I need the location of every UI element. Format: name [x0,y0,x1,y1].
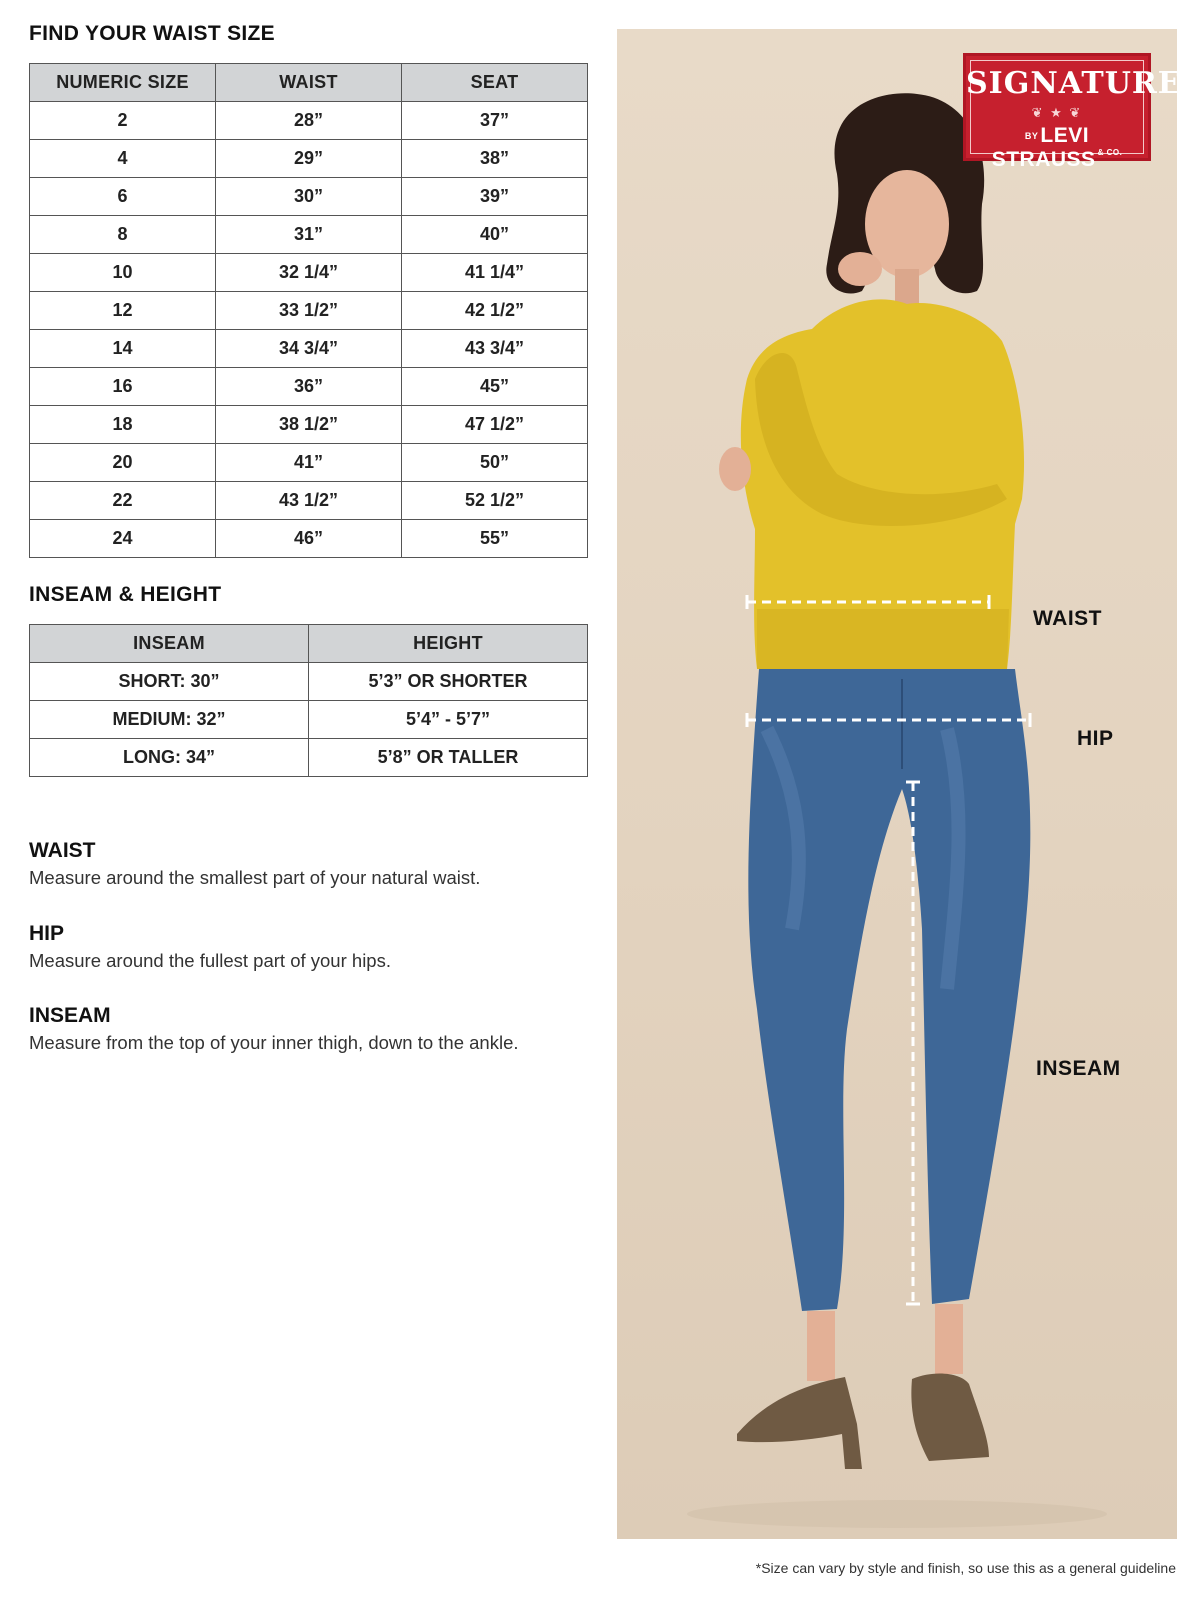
hip-guide [29,922,589,972]
table-cell: 32 1/4” [216,254,402,292]
logo-by-text: BY [1024,131,1039,142]
table-row [30,663,588,701]
table-header-row [30,64,588,102]
table-cell: 38 1/2” [216,406,402,444]
waist-guide-text: Measure around the smallest part of your natural waist. [29,867,481,888]
table-row [30,254,588,292]
waist-size-title: FIND YOUR WAIST SIZE [29,22,275,45]
inseam-height-title: INSEAM & HEIGHT [29,583,222,606]
logo-signature-text: SIGNATURE [966,66,1182,101]
model-photo [617,29,1182,1539]
table-cell: 2 [30,102,216,140]
waist-guide-title: WAIST [29,839,96,862]
column-header: SEAT [402,64,588,102]
table-cell: 52 1/2” [402,482,588,520]
table-cell: 31” [216,216,402,254]
table-cell: 40” [402,216,588,254]
table-row [30,292,588,330]
table-row [30,178,588,216]
waist-size-table [29,63,588,558]
inseam-height-table [29,624,588,777]
column-header: NUMERIC SIZE [30,64,216,102]
table-row [30,444,588,482]
table-cell: 46” [216,520,402,558]
table-cell: 39” [402,178,588,216]
logo-brand-text: LEVI STRAUSS [991,124,1096,171]
inseam-measure-label: INSEAM [1036,1057,1121,1080]
table-row [30,482,588,520]
table-cell: 38” [402,140,588,178]
table-row [30,330,588,368]
table-cell: 24 [30,520,216,558]
column-header: HEIGHT [309,625,588,663]
laurel-icon: ❦ ★ ❦ [1031,105,1083,120]
table-cell: 43 3/4” [402,330,588,368]
table-cell: LONG: 34” [30,739,309,777]
table-cell: 43 1/2” [216,482,402,520]
table-cell: 33 1/2” [216,292,402,330]
table-cell: 22 [30,482,216,520]
table-row [30,102,588,140]
table-cell: 37” [402,102,588,140]
table-row [30,406,588,444]
table-row [30,216,588,254]
table-row [30,739,588,777]
table-cell: 4 [30,140,216,178]
table-cell: 18 [30,406,216,444]
table-cell: 36” [216,368,402,406]
table-cell: 42 1/2” [402,292,588,330]
signature-levi-strauss-logo [963,53,1182,171]
waist-guide [29,839,589,889]
table-cell: 50” [402,444,588,482]
table-row [30,368,588,406]
table-row [30,701,588,739]
table-cell: 45” [402,368,588,406]
logo-brand-line [966,124,1148,172]
inseam-guide [29,1004,529,1054]
hip-measure-label: HIP [1077,727,1114,750]
hip-guide-text: Measure around the fullest part of your hips. [29,950,391,971]
hip-guide-title: HIP [29,922,65,945]
column-header: WAIST [216,64,402,102]
table-cell: 10 [30,254,216,292]
column-header: INSEAM [30,625,309,663]
table-cell: 16 [30,368,216,406]
table-cell: 20 [30,444,216,482]
table-row [30,140,588,178]
waist-measure-label: WAIST [1033,607,1102,630]
table-cell: 29” [216,140,402,178]
inseam-guide-title: INSEAM [29,1004,111,1027]
model-illustration [617,29,1182,1539]
table-cell: MEDIUM: 32” [30,701,309,739]
table-cell: 41 1/4” [402,254,588,292]
table-cell: 8 [30,216,216,254]
table-row [30,520,588,558]
table-cell: 30” [216,178,402,216]
table-cell: 14 [30,330,216,368]
table-cell: 34 3/4” [216,330,402,368]
table-cell: 6 [30,178,216,216]
table-cell: SHORT: 30” [30,663,309,701]
table-cell: 5’3” OR SHORTER [309,663,588,701]
logo-co-text: & CO. [1097,148,1123,157]
table-cell: 55” [402,520,588,558]
table-cell: 12 [30,292,216,330]
size-disclaimer-footnote: *Size can vary by style and finish, so use this as a general guideline [755,1560,1176,1576]
table-cell: 28” [216,102,402,140]
inseam-guide-text: Measure from the top of your inner thigh, down to the ankle. [29,1032,519,1053]
table-cell: 5’8” OR TALLER [309,739,588,777]
table-cell: 5’4” - 5’7” [309,701,588,739]
table-cell: 47 1/2” [402,406,588,444]
table-cell: 41” [216,444,402,482]
table-header-row [30,625,588,663]
